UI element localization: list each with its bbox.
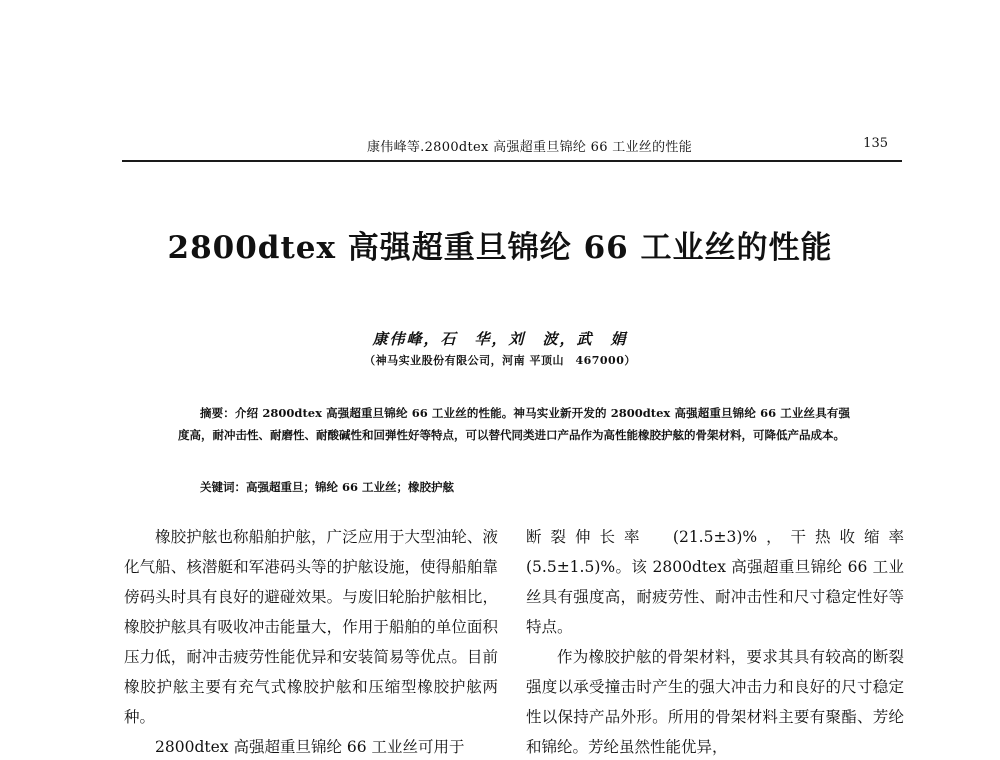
keywords (200, 479, 850, 495)
abstract-label: 摘要： (200, 406, 235, 420)
author-list: 康伟峰，石 华，刘 波，武 娟 (372, 330, 628, 348)
keywords-text: 高强超重旦；锦纶 66 工业丝；橡胶护舷 (246, 480, 455, 494)
body-column-left (124, 522, 498, 760)
body-paragraph: 橡胶护舷也称船舶护舷，广泛应用于大型油轮、液化气船、核潜艇和军港码头等的护舷设施，使得船舶靠傍码头时具有良好的避碰效果。与废旧轮胎护舷相比，橡胶护舷具有吸收冲击能量大，作用于船舶的单位面积压力低，耐冲击疲劳性能优异和安装简易等优点。目前橡胶护舷主要有充气式橡胶护舷和压缩型橡胶护舷两种。 (124, 528, 498, 726)
abstract (178, 402, 850, 446)
running-header (122, 132, 902, 162)
paper-title: 2800dtex 高强超重旦锦纶 66 工业丝的性能 (167, 230, 833, 266)
keywords-label: 关键词： (200, 480, 246, 494)
abstract-text: 介绍 2800dtex 高强超重旦锦纶 66 工业丝的性能。神马实业新开发的 2800dtex 高强超重旦锦纶 66 工业丝具有强度高，耐冲击性、耐磨性、耐酸碱性和回弹性好等特点，可以替代同类进口产品作为高性能橡胶护舷的骨架材料，可降低产品成本。 (178, 406, 851, 442)
body-paragraph: 2800dtex 高强超重旦锦纶 66 工业丝可用于 (155, 738, 465, 756)
body-paragraph: 作为橡胶护舷的骨架材料，要求其具有较高的断裂强度以承受撞击时产生的强大冲击力和良好的尺寸稳定性以保持产品外形。所用的骨架材料主要有聚酯、芳纶和锦纶。芳纶虽然性能优异， (526, 648, 904, 756)
affiliation: （神马实业股份有限公司，河南 平顶山 467000） (364, 354, 636, 367)
page-number: 135 (863, 136, 888, 151)
running-title: 康伟峰等.2800dtex 高强超重旦锦纶 66 工业丝的性能 (366, 140, 692, 155)
body-paragraph: 断裂伸长率 (21.5±3)%，干热收缩率 (5.5±1.5)%。该 2800dtex 高强超重旦锦纶 66 工业丝具有强度高，耐疲劳性、耐冲击性和尺寸稳定性好等特点。 (526, 528, 920, 636)
body-column-right (526, 522, 920, 760)
